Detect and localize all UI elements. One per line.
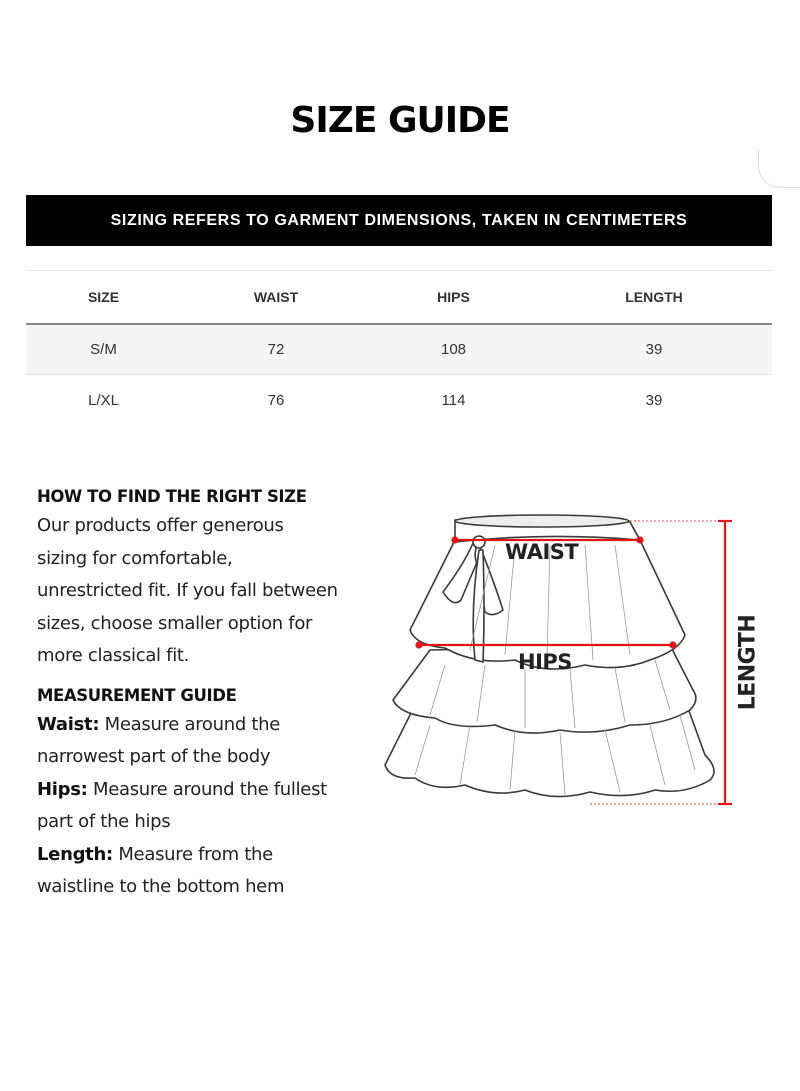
cell-hips: 108 (440, 341, 467, 358)
hips-instruction-cont: part of the hips (37, 811, 171, 832)
how-to-heading: HOW TO FIND THE RIGHT SIZE (37, 487, 307, 506)
length-instruction: Length: Measure from the (37, 843, 273, 865)
cell-size: L/XL (88, 391, 119, 409)
waist-label: WAIST (505, 540, 579, 564)
how-to-line: sizing for comfortable, (37, 547, 233, 569)
size-table (26, 270, 772, 425)
fit-instructions (37, 484, 387, 904)
cell-length: 39 (645, 391, 663, 409)
waist-term: Waist: (37, 713, 100, 735)
waist-instruction-cont: narrowest part of the body (37, 746, 271, 767)
measurement-guide-heading: MEASUREMENT GUIDE (37, 685, 237, 705)
how-to-line: more classical fit. (37, 645, 190, 666)
how-to-line: unrestricted fit. If you fall between (37, 580, 338, 601)
cell-waist: 76 (267, 391, 285, 409)
column-header-hips: HIPS (437, 289, 470, 305)
how-to-line: Our products offer generous (37, 515, 284, 536)
cell-waist: 72 (267, 341, 285, 358)
table-row (26, 325, 772, 375)
how-to-line: sizes, choose smaller option for (37, 612, 313, 634)
column-header-size: SIZE (87, 289, 120, 305)
hips-label: HIPS (518, 650, 572, 674)
length-term: Length: (37, 843, 113, 865)
hips-instruction: Hips: Measure around the fullest (37, 778, 327, 800)
cell-hips: 114 (441, 391, 466, 409)
column-header-length: LENGTH (625, 289, 683, 305)
skirt-measurement-diagram (375, 500, 775, 820)
cell-length: 39 (645, 341, 663, 358)
length-label: LENGTH (735, 614, 761, 711)
waist-instruction: Waist: Measure around the (37, 713, 281, 735)
column-header-waist: WAIST (253, 289, 299, 305)
table-header-row (26, 271, 772, 325)
table-row (26, 375, 772, 425)
length-instruction-cont: waistline to the bottom hem (37, 876, 285, 897)
corner-decoration (758, 150, 800, 188)
page-title: SIZE GUIDE (290, 100, 510, 141)
hips-term: Hips: (37, 778, 88, 800)
cell-size: S/M (90, 341, 117, 358)
units-banner: SIZING REFERS TO GARMENT DIMENSIONS, TAKEN IN CENTIMETERS (26, 195, 772, 246)
